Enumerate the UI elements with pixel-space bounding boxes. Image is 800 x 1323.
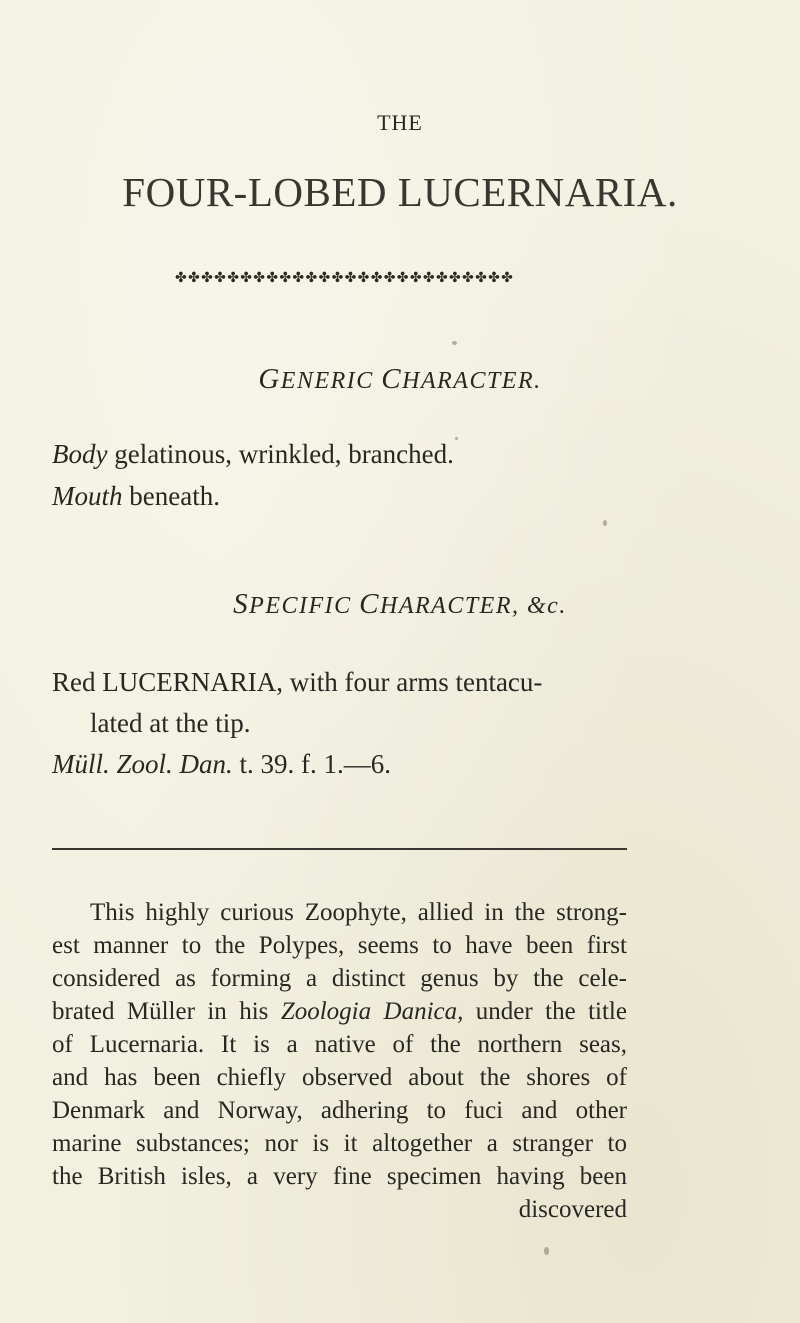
body-line-8: marine substances; nor is it altogether a stranger to — [52, 1130, 627, 1157]
generic-line2-text: beneath. — [122, 481, 220, 511]
page-title: FOUR-LOBED LUCERNARIA. — [122, 169, 678, 215]
ornament-glyph-icon: ✤ — [266, 270, 279, 286]
ornament-glyph-icon: ✤ — [448, 270, 461, 286]
ornament-glyph-icon: ✤ — [462, 270, 474, 286]
body-line-1: This highly curious Zoophyte, allied in the strong- — [90, 899, 627, 926]
body-line-4-tail: under the title — [463, 998, 627, 1025]
paper-speck — [544, 1247, 549, 1255]
ornament-glyph-icon: ✤ — [396, 270, 409, 286]
generic-line2-italic: Mouth — [52, 481, 123, 511]
body-line-3: considered as forming a distinct genus by the cele- — [52, 965, 627, 992]
paper-speck — [603, 520, 607, 526]
ornament-glyph-icon: ✤ — [240, 270, 252, 286]
ornament-glyph-icon: ✤ — [175, 270, 187, 286]
the-heading: THE — [377, 110, 423, 135]
ornament-glyph-icon: ✤ — [253, 270, 266, 286]
ornament-glyph-icon: ✤ — [383, 270, 396, 286]
specific-ref-italic: Müll. Zool. Dan. — [52, 749, 233, 779]
specific-line-2: lated at the tip. — [90, 708, 251, 738]
generic-line1-text: gelatinous, wrinkled, branched. — [107, 439, 454, 469]
specific-line-1: Red LUCERNARIA, with four arms tentacu- — [52, 667, 543, 697]
body-line-9: the British isles, a very fine specimen having been — [52, 1163, 627, 1190]
specific-heading-tail: &c. — [527, 593, 567, 619]
ornament-glyph-icon: ✤ — [409, 270, 422, 286]
ornament-glyph-icon: ✤ — [435, 270, 448, 286]
specific-heading-cap2: C — [359, 588, 380, 620]
ornament-glyph-icon: ✤ — [357, 270, 370, 286]
ornament-glyph-icon: ✤ — [475, 270, 487, 286]
ornament-glyph-icon: ✤ — [318, 270, 331, 286]
body-line-10: discovered — [518, 1196, 627, 1223]
ornament-glyph-icon: ✤ — [370, 270, 383, 286]
ornament-glyph-icon: ✤ — [227, 270, 239, 286]
body-line-6: and has been chiefly observed about the shores of — [52, 1064, 627, 1091]
generic-line-mouth — [52, 481, 220, 512]
generic-character-heading — [0, 363, 800, 396]
specific-heading-rest1: PECIFIC — [249, 593, 360, 619]
ornament-glyph-icon: ✤ — [292, 270, 305, 286]
ornament-glyph-icon: ✤ — [279, 270, 292, 286]
ornament-glyph-icon: ✤ — [214, 270, 226, 286]
specific-reference — [52, 749, 391, 780]
generic-heading-cap1: G — [258, 363, 281, 395]
body-line-7: Denmark and Norway, adhering to fuci and other — [52, 1097, 627, 1124]
body-line-4-italic: Zoologia Danica, — [280, 998, 464, 1025]
generic-heading-rest1: ENERIC — [280, 368, 382, 394]
ornament-glyph-icon: ✤ — [188, 270, 200, 286]
specific-ref-text: t. 39. f. 1.—6. — [232, 749, 392, 779]
body-line-2: est manner to the Polypes, seems to have been first — [52, 932, 627, 959]
ornament-glyph-icon: ✤ — [501, 270, 513, 286]
generic-line-body — [52, 439, 454, 470]
body-line-5: of Lucernaria. It is a native of the northern seas, — [52, 1031, 627, 1058]
specific-heading-rest2: HARACTER, — [380, 593, 527, 619]
paper-speck — [452, 341, 457, 345]
paper-speck — [455, 437, 458, 440]
body-line-4 — [52, 995, 627, 1028]
generic-line1-italic: Body — [52, 439, 108, 469]
divider-rule — [52, 848, 627, 850]
generic-heading-cap2: C — [381, 363, 403, 395]
ornament-glyph-icon: ✤ — [305, 270, 318, 286]
ornament-glyph-icon: ✤ — [201, 270, 213, 286]
generic-heading-rest2: HARACTER. — [402, 368, 542, 394]
specific-character-heading — [0, 588, 800, 621]
body-line-4-start: brated Müller in his — [52, 998, 281, 1025]
ornament-glyph-icon: ✤ — [422, 270, 435, 286]
ornament-glyph-icon: ✤ — [488, 270, 500, 286]
ornament-glyph-icon: ✤ — [331, 270, 344, 286]
specific-heading-cap1: S — [233, 588, 250, 620]
ornament-glyph-icon: ✤ — [344, 270, 357, 286]
ornament-rule — [175, 267, 513, 289]
